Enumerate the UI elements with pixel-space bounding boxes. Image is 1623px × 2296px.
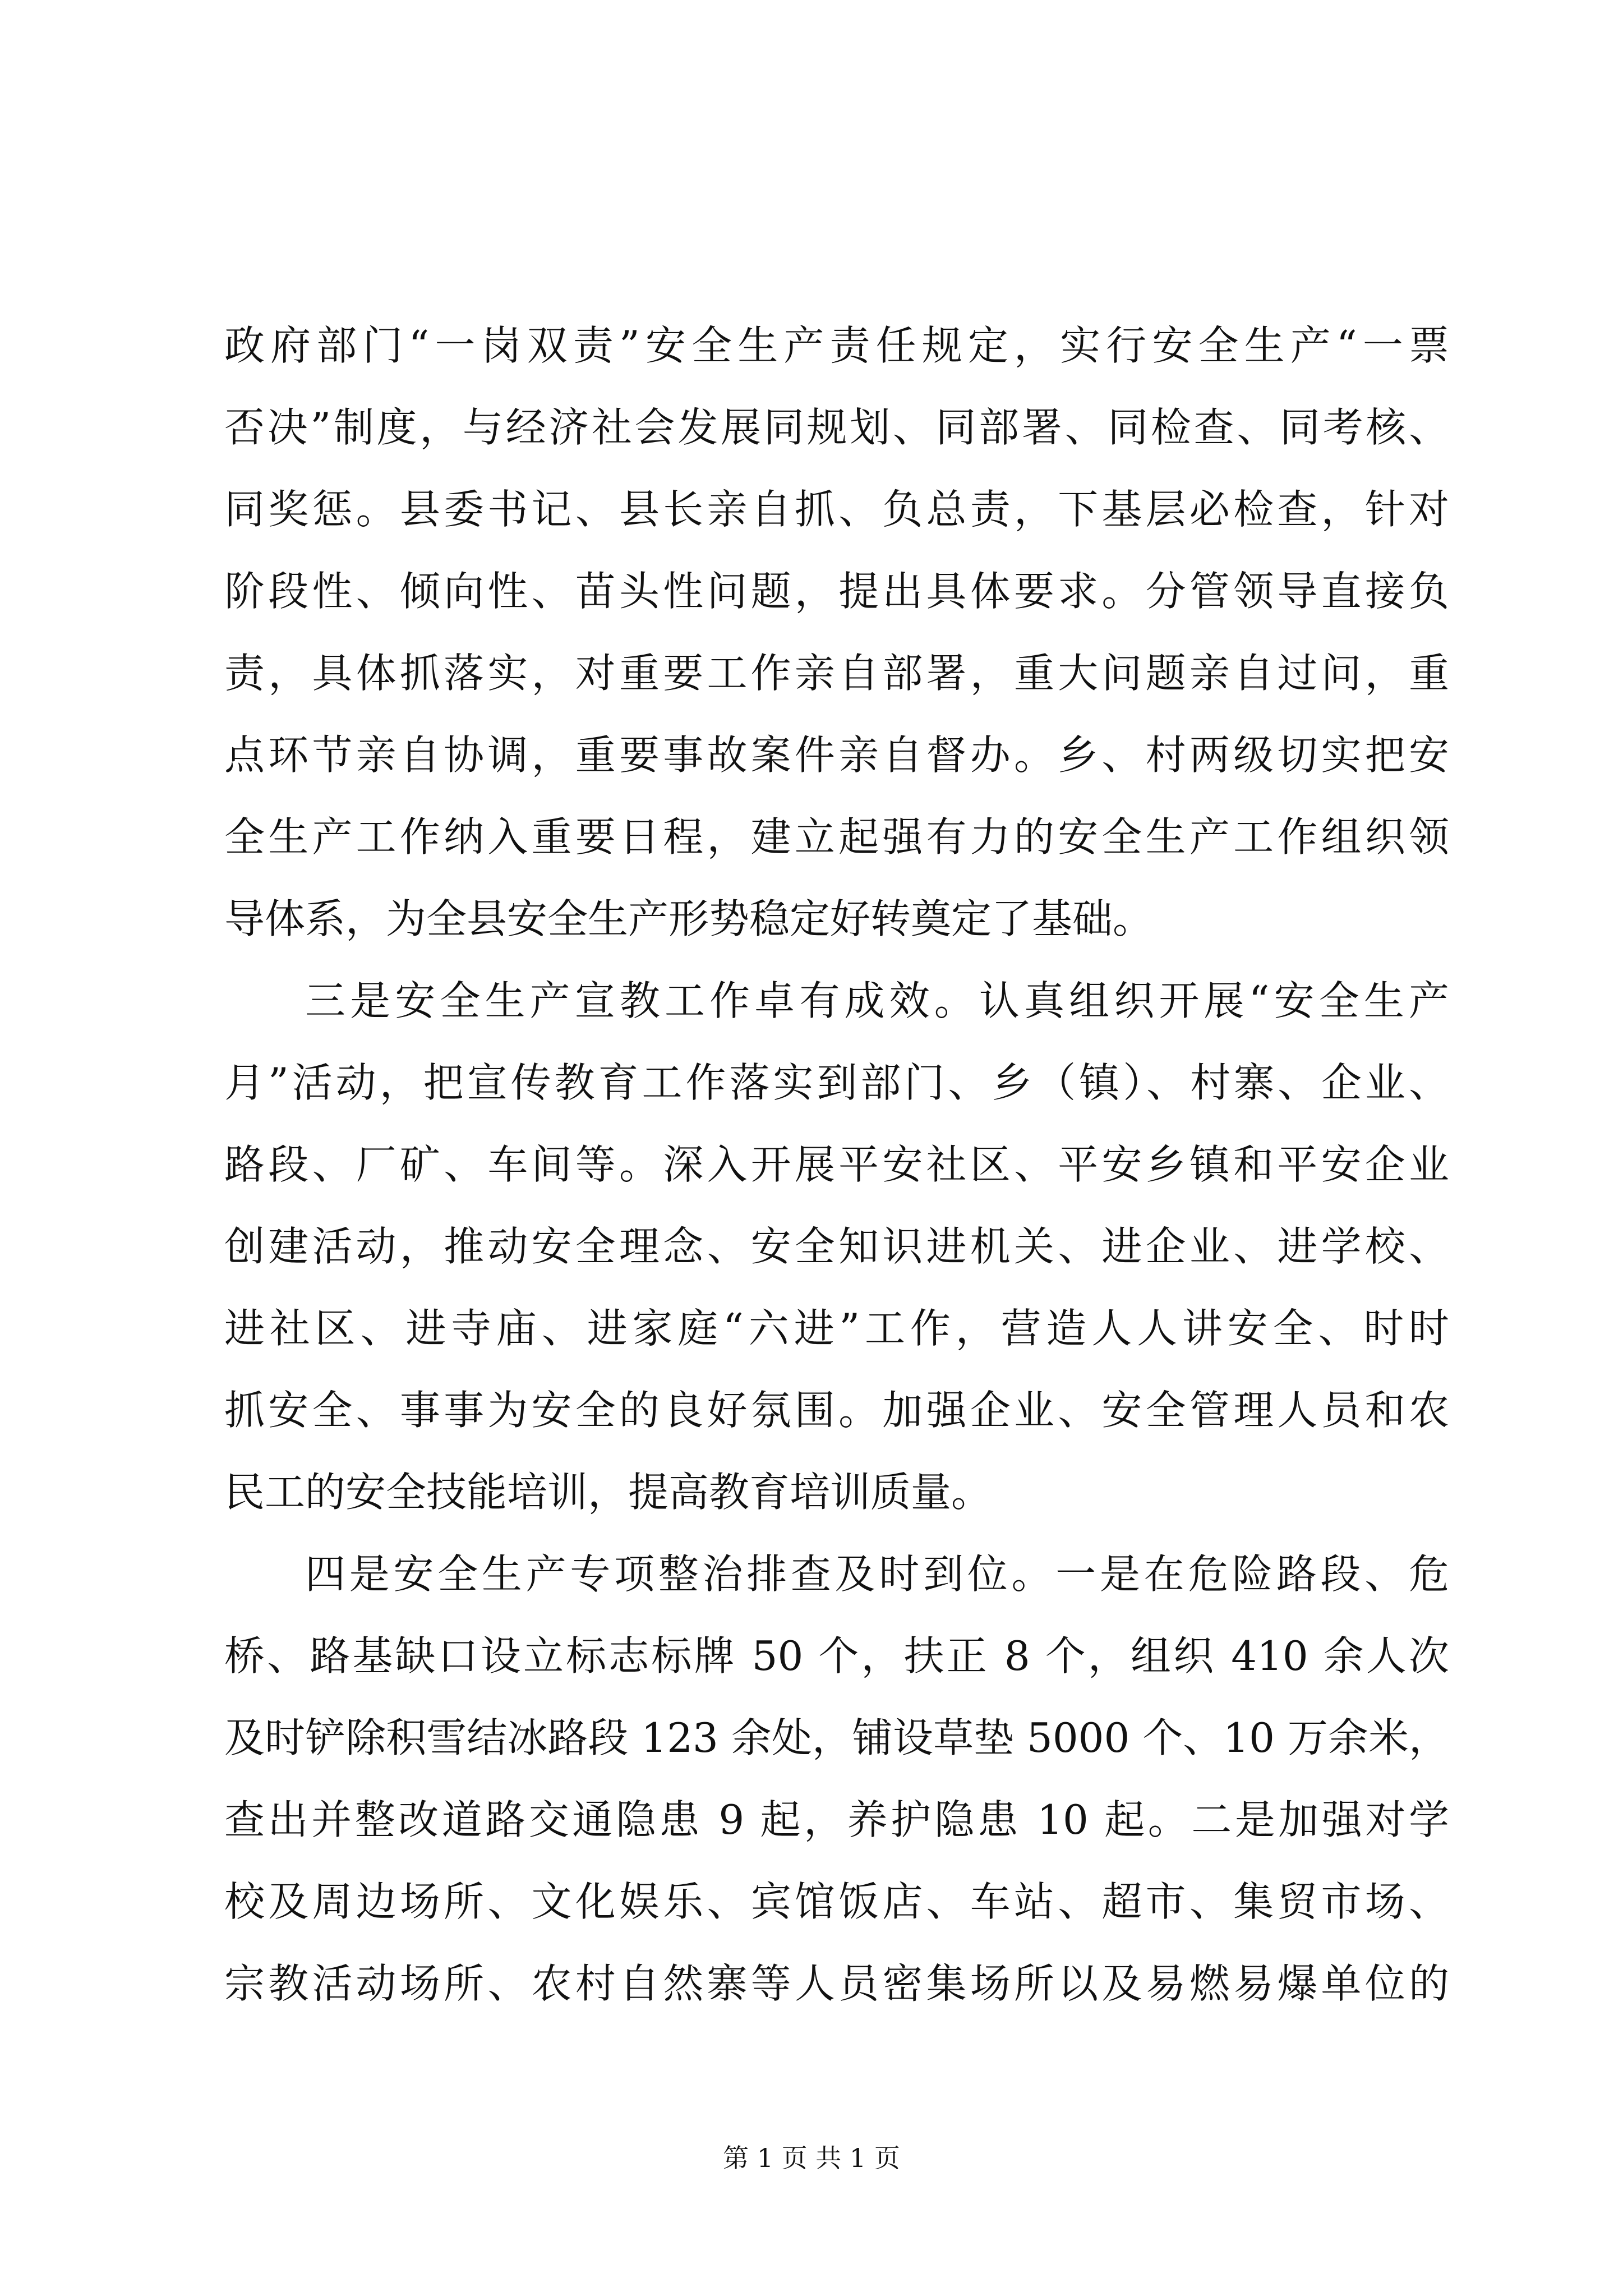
text-line: 桥、路基缺口设立标志标牌 50 个，扶正 8 个，组织 410 余人次 — [224, 1632, 1449, 1680]
text-line: 查出并整改道路交通隐患 9 起，养护隐患 10 起。二是加强对学 — [224, 1796, 1449, 1843]
text-line: 路段、厂矿、车间等。深入开展平安社区、平安乡镇和平安企业 — [224, 1141, 1449, 1188]
text-line: 全生产工作纳入重要日程，建立起强有力的安全生产工作组织领 — [224, 813, 1449, 861]
text-line: 否决”制度，与经济社会发展同规划、同部署、同检查、同考核、 — [224, 404, 1449, 451]
text-line: 三是安全生产宣教工作卓有成效。认真组织开展“安全生产 — [305, 977, 1449, 1024]
text-line: 及时铲除积雪结冰路段 123 余处，铺设草垫 5000 个、10 万余米， — [224, 1714, 1449, 1761]
document-body — [224, 305, 1449, 2024]
text-line: 同奖惩。县委书记、县长亲自抓、负总责，下基层必检查，针对 — [224, 486, 1449, 533]
text-line: 校及周边场所、文化娱乐、宾馆饭店、车站、超市、集贸市场、 — [224, 1878, 1449, 1925]
text-line: 月”活动，把宣传教育工作落实到部门、乡（镇）、村寨、企业、 — [224, 1059, 1449, 1106]
text-line: 创建活动，推动安全理念、安全知识进机关、进企业、进学校、 — [224, 1223, 1449, 1270]
text-line: 政府部门“一岗双责”安全生产责任规定，实行安全生产“一票 — [224, 322, 1449, 369]
paragraph — [224, 960, 1449, 1533]
paragraph — [224, 305, 1449, 960]
page-number-footer: 第 1 页 共 1 页 — [723, 2143, 900, 2173]
text-line: 阶段性、倾向性、苗头性问题，提出具体要求。分管领导直接负 — [224, 568, 1449, 615]
text-line: 责，具体抓落实，对重要工作亲自部署，重大问题亲自过问，重 — [224, 650, 1449, 697]
paragraph — [224, 1533, 1449, 2024]
text-line: 导体系，为全县安全生产形势稳定好转奠定了基础。 — [224, 895, 1154, 942]
text-line: 民工的安全技能培训，提高教育培训质量。 — [224, 1469, 992, 1516]
text-line: 进社区、进寺庙、进家庭“六进”工作，营造人人讲安全、时时 — [224, 1305, 1449, 1352]
text-line: 点环节亲自协调，重要事故案件亲自督办。乡、村两级切实把安 — [224, 731, 1449, 779]
text-line: 宗教活动场所、农村自然寨等人员密集场所以及易燃易爆单位的 — [224, 1960, 1449, 2007]
text-line: 四是安全生产专项整治排查及时到位。一是在危险路段、危 — [305, 1550, 1449, 1598]
text-line: 抓安全、事事为安全的良好氛围。加强企业、安全管理人员和农 — [224, 1387, 1449, 1434]
